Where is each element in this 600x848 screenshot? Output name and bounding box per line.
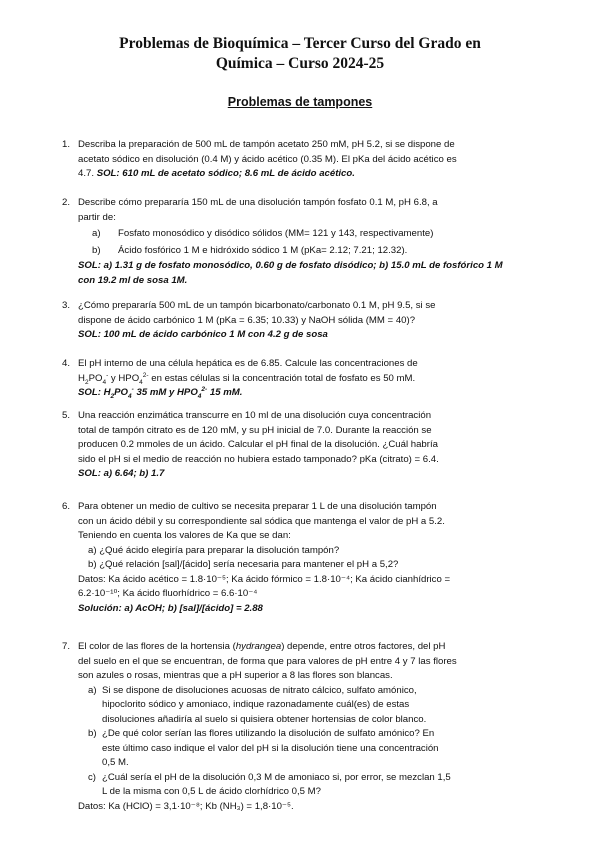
- problem-text: partir de:: [78, 211, 116, 223]
- option-text: Ácido fosfórico 1 M e hidróxido sódico 1 M (pKa= 2.12; 7.21; 12.32).: [118, 244, 408, 256]
- problem-2: [62, 196, 515, 288]
- problem-text: del suelo en el que se encuentran, de forma que para valores de pH entre 4 y 7 las flores: [78, 655, 457, 667]
- option-a: [78, 227, 515, 242]
- title-line-1: Problemas de Bioquímica – Tercer Curso del Grado en: [119, 35, 481, 52]
- formula-superscript: 2-: [201, 385, 208, 393]
- title-line-2: Química – Curso 2024-25: [215, 55, 385, 72]
- solution: SOL: a) 6.64; b) 1.7: [78, 468, 165, 479]
- formula-subscript: 4: [128, 392, 132, 400]
- problem-text: acetato sódico en disolución (0.4 M) y ácido acético (0.35 M). El pKa del ácido acético es: [78, 153, 457, 165]
- problem-text-part: ) depende, entre otros factores, del pH: [281, 641, 446, 652]
- data-text: 6.2·10⁻¹⁰; Ka ácido fluorhídrico = 6.6·10⁻⁴: [78, 588, 258, 599]
- sub-question-text: hipoclorito sódico y amoniaco, indique razonadamente cuál(es) de estas: [102, 699, 410, 710]
- problem-text: El pH interno de una célula hepática es de 6.85. Calcule las concentraciones de: [78, 358, 418, 369]
- formula-subscript: 2: [84, 378, 89, 386]
- solution: Solución: a) AcOH; b) [sal]/[ácido] = 2.88: [78, 602, 263, 614]
- problem-text: Una reacción enzimática transcurre en 10 ml de una disolución cuya concentración: [78, 410, 432, 421]
- problem-number: 6.: [62, 501, 71, 512]
- option-label: a): [88, 684, 97, 696]
- problem-number: 4.: [62, 358, 71, 369]
- sub-question-text: L de la misma con 0,5 L de ácido clorhídrico 0,5 M?: [102, 786, 321, 797]
- solution: SOL: 100 mL de ácido carbónico 1 M con 4.2 g de sosa: [78, 329, 328, 340]
- solution: [78, 386, 515, 401]
- data-text: Datos: Ka (HClO) = 3,1·10⁻⁸; Kb (NH₃) = 1,8·10⁻⁵.: [78, 800, 294, 812]
- formula-subscript: 2: [110, 392, 115, 400]
- problem-text: producen 0.2 mmoles de un ácido. Calcular el pH final de la disolución. ¿Cuál habría: [78, 439, 438, 450]
- option-label: b): [88, 728, 97, 739]
- solution: con 19.2 ml de sosa 1M.: [78, 274, 188, 286]
- problem-4: [62, 357, 515, 401]
- sub-question-text: ¿De qué color serían las flores utilizando la disolución de sulfato amónico? En: [102, 728, 435, 739]
- option-label: b): [92, 244, 101, 256]
- problem-6: [62, 500, 515, 616]
- problem-text: 4.7.: [78, 168, 95, 179]
- problem-text: son azules o rosas, mientras que a pH superior a 8 las flores son blancas.: [78, 670, 393, 681]
- sub-question-text: este último caso indique el valor del pH si la disolución tiene una concentración: [102, 742, 439, 754]
- sub-question-a: a) ¿Qué ácido elegiría para preparar la disolución tampón?: [88, 544, 340, 556]
- formula-part: y HPO: [108, 372, 140, 384]
- problem-text-with-solution: [78, 167, 515, 182]
- problem-number: 3.: [62, 300, 71, 311]
- italic-term: hydrangea: [235, 641, 282, 652]
- sub-question-text: 0,5 M.: [102, 757, 129, 768]
- solution-part: 35 mM y HPO: [133, 387, 198, 398]
- problem-1: [62, 138, 515, 182]
- formula-subscript: 4: [139, 378, 143, 386]
- problem-3: [62, 299, 515, 343]
- formula-part: PO: [88, 372, 103, 384]
- problem-text: sido el pH si el medio de reacción no hubiera estado tamponado? pKa (citrato) = 6.4.: [78, 453, 439, 465]
- solution: SOL: 610 mL de acetato sódico; 8.6 mL de ácido acético.: [96, 168, 355, 179]
- section-title: Problemas de tampones: [227, 95, 373, 109]
- solution-part: PO: [114, 387, 129, 398]
- sub-question-b: [78, 727, 515, 771]
- problem-7: [62, 640, 515, 814]
- formula-part: H: [78, 372, 85, 384]
- problem-number: 1.: [62, 139, 71, 150]
- option-label: c): [88, 771, 96, 783]
- problem-text: dispone de ácido carbónico 1 M (pKa = 6.35; 10.33) y NaOH sólida (MM = 40)?: [78, 314, 416, 326]
- solution: SOL: a) 1.31 g de fosfato monosódico, 0.60 g de fosfato disódico; b) 15.0 mL de fosfórico 1 M: [78, 260, 503, 271]
- problem-text: con un ácido débil y su correspondiente sal sódica que mantenga el valor de pH a 5.2.: [78, 515, 445, 527]
- formula-superscript: 2-: [142, 371, 149, 379]
- formula-subscript: 4: [197, 392, 202, 400]
- formula-superscript: -: [106, 371, 109, 379]
- problem-number: 7.: [62, 641, 71, 652]
- solution-part: SOL: H: [78, 387, 111, 398]
- option-label: a): [92, 228, 101, 239]
- problem-text: Teniendo en cuenta los valores de Ka que se dan:: [78, 530, 291, 541]
- problem-number: 2.: [62, 197, 71, 208]
- sub-question-a: [78, 684, 515, 728]
- sub-question-b: b) ¿Qué relación [sal]/[ácido] sería necesaria para mantener el pH a 5,2?: [88, 559, 399, 570]
- problem-text: total de tampón citrato es de 120 mM, y su pH inicial de 7.0. Durante la reacción se: [78, 424, 432, 436]
- document-title: [100, 34, 500, 74]
- sub-question-text: Si se dispone de disoluciones acuosas de nitrato cálcico, sulfato amónico,: [102, 684, 417, 696]
- formula-subscript: 4: [102, 378, 107, 386]
- problem-text-part: El color de las flores de la hortensia (: [78, 641, 236, 652]
- solution-part: 15 mM.: [207, 387, 243, 398]
- problem-5: [62, 409, 515, 482]
- problem-text: Describe cómo prepararía 150 mL de una disolución tampón fosfato 0.1 M, pH 6.8, a: [78, 197, 438, 208]
- option-b: [78, 244, 515, 259]
- data-text: Datos: Ka ácido acético = 1.8·10⁻⁵; Ka ácido fórmico = 1.8·10⁻⁴; Ka ácido cianhídrico =: [78, 573, 451, 585]
- option-text: Fosfato monosódico y disódico sólidos (MM= 121 y 143, respectivamente): [118, 228, 434, 239]
- problem-text: ¿Cómo prepararía 500 mL de un tampón bicarbonato/carbonato 0.1 M, pH 9.5, si se: [78, 300, 436, 311]
- problem-text: [78, 640, 515, 655]
- sub-question-text: disoluciones añadiría al suelo si quisiera obtener hortensias de color blanco.: [102, 713, 427, 725]
- problem-text: Para obtener un medio de cultivo se necesita preparar 1 L de una disolución tampón: [78, 501, 437, 512]
- sub-question-text: ¿Cuál sería el pH de la disolución 0,3 M de amoniaco si, por error, se mezclan 1,5: [102, 771, 451, 783]
- problem-text: [78, 372, 515, 387]
- problem-text: en estas células si la concentración total de fosfato es 50 mM.: [148, 372, 416, 384]
- problem-text: Describa la preparación de 500 mL de tampón acetato 250 mM, pH 5.2, si se dispone de: [78, 139, 455, 150]
- problem-number: 5.: [62, 410, 71, 421]
- sub-question-c: [78, 771, 515, 800]
- formula-superscript: -: [131, 385, 134, 393]
